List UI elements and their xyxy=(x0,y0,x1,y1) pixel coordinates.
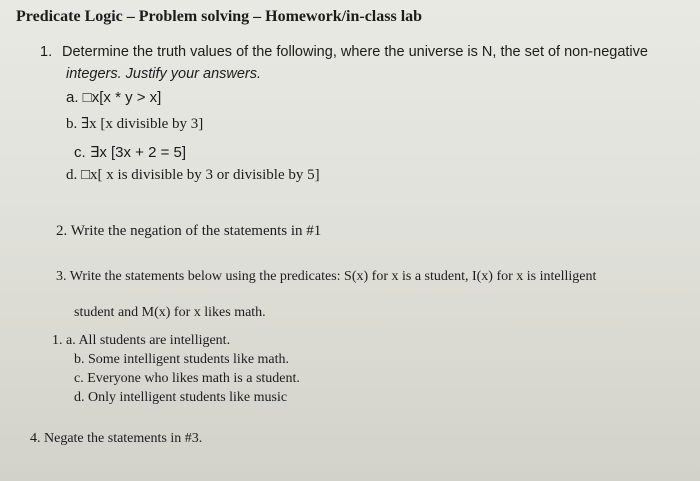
question-3-line-2: student and M(x) for x likes math. xyxy=(74,305,266,320)
question-1-text: Determine the truth values of the following, where the universe is N, the set of non-negative xyxy=(62,44,648,60)
question-3c: c. Everyone who likes math is a student. xyxy=(74,371,300,386)
question-2: 2. Write the negation of the statements in #1 xyxy=(56,223,322,239)
question-3a: 1. a. All students are intelligent. xyxy=(52,333,231,348)
question-1d: d. □x[ x is divisible by 3 or divisible by 5] xyxy=(66,167,320,183)
question-1a: a. □x[x * y > x] xyxy=(66,89,162,106)
question-4: 4. Negate the statements in #3. xyxy=(30,431,203,446)
question-1-line-2: integers. Justify your answers. xyxy=(66,66,262,82)
question-1-number: 1. xyxy=(40,44,53,60)
question-1c: c. ∃x [3x + 2 = 5] xyxy=(74,144,187,161)
question-1-line-1 xyxy=(40,44,648,60)
page-title: Predicate Logic – Problem solving – Homework/in-class lab xyxy=(16,8,423,25)
question-3b: b. Some intelligent students like math. xyxy=(74,352,290,367)
question-3-line-1: 3. Write the statements below using the predicates: S(x) for x is a student, I(x) for x is intelligent xyxy=(56,269,597,284)
question-3d: d. Only intelligent students like music xyxy=(74,390,288,405)
question-1b: b. ∃x [x divisible by 3] xyxy=(66,116,204,132)
